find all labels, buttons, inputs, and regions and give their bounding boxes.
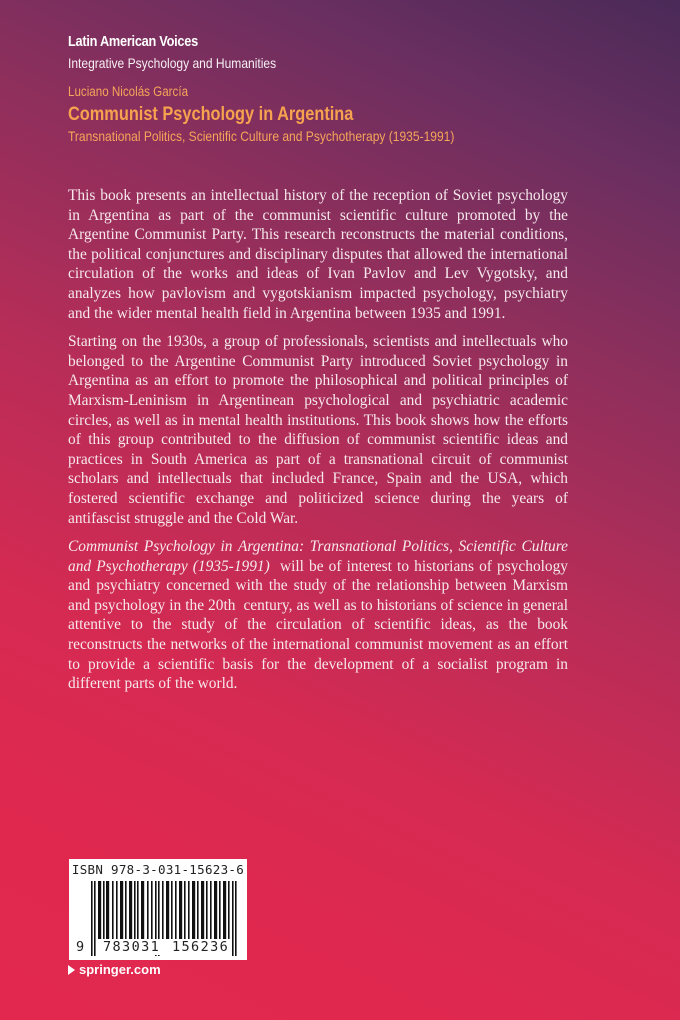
barcode-digit-group-2: 156236 — [172, 939, 230, 955]
play-triangle-icon — [68, 965, 75, 975]
isbn-label: ISBN 978-3-031-15623-6 — [71, 862, 245, 877]
paragraph-3-text: will be of interest to historians of psychology and psychiatry concerned with the study of the relationship between Marxism and psychology in the 20th century, as well as to historians of science in general attentive to the study of the circulation of scientific ideas, as the book reconstructs the networks of the international communist movement as an effort to provide a scientific basis for the development of a socialist program in different parts of the world. — [68, 557, 572, 693]
book-subtitle: Transnational Politics, Scientific Culture and Psychotherapy (1935-1991) — [68, 128, 455, 144]
barcode-digits — [69, 939, 247, 959]
cover-header — [68, 32, 628, 146]
series-subtitle: Integrative Psychology and Humanities — [68, 55, 277, 71]
isbn-barcode — [69, 859, 247, 960]
springer-website-link[interactable] — [68, 962, 161, 977]
description-paragraph-1: This book presents an intellectual history of the reception of Soviet psychology in Argentina as part of the communist scientific culture promoted by the Argentine Communist Party. This research reconstructs the material conditions, the political conjunctures and disciplinary disputes that allowed the international circulation of the works and ideas of Ivan Pavlov and Lev Vygotsky, and analyzes how pavlovism and vygotskianism impacted psychology, psychiatry and the wider mental health field in Argentina between 1935 and 1991. — [68, 187, 568, 322]
book-description — [68, 186, 572, 703]
description-paragraph-2: Starting on the 1930s, a group of professionals, scientists and intellectuals who belonged to the Argentine Communist Party introduced Soviet psychology in Argentina as an effort to promote the philosophical and political principles of Marxism-Leninism in Argentinean psychological and psychiatric academic circles, as well as in mental health institutions. This book shows how the efforts of this group contributed to the diffusion of communist scientific ideas and practices in South America as part of a transnational circuit of communist scholars and intellectuals that included France, Spain and the USA, which fostered scientific exchange and politicized science during the years of antifascist struggle and the Cold War. — [68, 333, 568, 527]
description-paragraph-3 — [68, 537, 572, 694]
barcode-digit-first: 9 — [76, 939, 85, 955]
springer-link-text: springer.com — [79, 962, 161, 977]
book-title-italic: Communist Psychology in Argentina: Transnational Politics, Scientific Culture and Psychotherapy (1935-1991) — [68, 538, 568, 575]
series-title: Latin American Voices — [68, 34, 198, 50]
author-name: Luciano Nicolás García — [68, 84, 189, 99]
barcode-digit-group-1: 783031 — [103, 939, 161, 955]
book-title: Communist Psychology in Argentina — [68, 104, 354, 125]
